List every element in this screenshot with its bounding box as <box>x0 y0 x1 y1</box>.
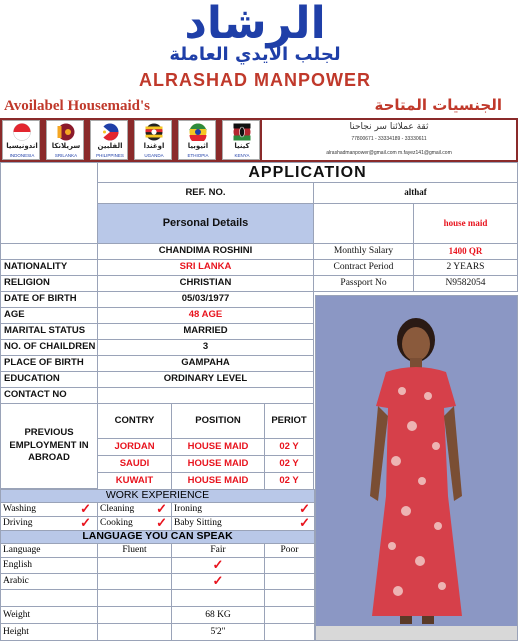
age-label: AGE <box>0 307 98 324</box>
candidate-photo-figure <box>316 296 518 641</box>
flag-label-ar: سريلانكا <box>51 142 81 150</box>
company-header <box>0 0 518 118</box>
check-icon: ✓ <box>212 573 224 589</box>
education-label: EDUCATION <box>0 371 98 388</box>
employment-position: HOUSE MAID <box>171 455 265 473</box>
available-housemaids-title: Avoilabel Housemaid's <box>4 98 150 114</box>
skill-label: Baby Sitting <box>174 518 222 529</box>
check-icon: ✓ <box>212 557 224 573</box>
available-nationalities-title: الجنسيات المتاحة <box>374 96 502 114</box>
children-value: 3 <box>97 339 314 356</box>
contact-banner <box>262 120 516 160</box>
skill-cooking <box>97 516 172 531</box>
flag-label-en: ETHIOPIA <box>187 153 209 158</box>
form-corner-cell <box>0 162 98 244</box>
skill-label: Ironing <box>174 504 202 515</box>
company-name: ALRASHAD MANPOWER <box>139 70 371 90</box>
contact-no-label: CONTACT NO <box>0 387 98 404</box>
nationality-label: NATIONALITY <box>0 259 98 276</box>
flag-label-ar: اندونيسيا <box>6 142 38 150</box>
employment-country: SAUDI <box>97 455 172 473</box>
language-fair-cell <box>171 573 265 590</box>
flag-label-ar: اوغندا <box>143 142 165 150</box>
contract-period-label: Contract Period <box>313 259 414 276</box>
flag-label-en: UGANDA <box>144 153 164 158</box>
blank-cell <box>0 589 98 607</box>
monthly-salary-value: 1400 QR <box>413 243 518 260</box>
lang-header-language: Language <box>0 543 98 558</box>
language-name: Arabic <box>0 573 98 590</box>
skill-baby-sitting <box>171 516 315 531</box>
employment-position: HOUSE MAID <box>171 472 265 490</box>
language-poor-cell <box>264 573 315 590</box>
ref-no-label: REF. NO. <box>97 182 314 204</box>
dob-value: 05/03/1977 <box>97 291 314 308</box>
blank-cell <box>97 606 172 624</box>
language-fair-cell <box>171 557 265 574</box>
employment-header-position: POSITION <box>171 403 265 439</box>
flag-label-en: PHILIPPINES <box>96 153 124 158</box>
passport-label: Passport No <box>313 275 414 292</box>
skill-label: Washing <box>3 504 37 515</box>
religion-value: CHRISTIAN <box>97 275 314 292</box>
work-experience-header: WORK EXPERIENCE <box>0 489 315 503</box>
contract-period-value: 2 YEARS <box>413 259 518 276</box>
check-icon: ✓ <box>80 502 91 517</box>
skill-cleaning <box>97 502 172 517</box>
flag-card-indonesia <box>2 120 40 160</box>
check-icon: ✓ <box>299 516 310 531</box>
dob-label: DATE OF BIRTH <box>0 291 98 308</box>
employment-country: JORDAN <box>97 438 172 456</box>
lang-header-fluent: Fluent <box>97 543 172 558</box>
language-fluent-cell <box>97 573 172 590</box>
flag-card-ethiopia <box>178 120 216 160</box>
contact-no-value <box>97 387 314 404</box>
phone-numbers: 77800671 - 33334189 - 33330611 <box>351 136 427 142</box>
company-tagline-arabic: لجلب الايدي العاملة <box>169 44 341 65</box>
employment-period: 02 Y <box>264 472 314 490</box>
company-logo-arabic: الرشاد <box>184 0 326 49</box>
application-form <box>0 162 518 641</box>
blank-cell <box>97 589 172 607</box>
flag-card-srilanka <box>46 120 84 160</box>
check-icon: ✓ <box>156 502 167 517</box>
skill-label: Cleaning <box>100 504 135 515</box>
languages-header: LANGUAGE YOU CAN SPEAK <box>0 530 315 544</box>
flag-label-ar: الفلبين <box>97 142 123 150</box>
personal-details-header: Personal Details <box>97 203 314 244</box>
form-title: APPLICATION <box>97 162 518 183</box>
kenya-flag-icon <box>228 123 256 141</box>
philippines-flag-icon <box>96 123 124 141</box>
blank-cell <box>264 606 315 624</box>
marital-status-value: MARRIED <box>97 323 314 340</box>
candidate-name: CHANDIMA ROSHINI <box>97 243 314 260</box>
children-label: NO. OF CHAILDREN <box>0 339 98 356</box>
flag-label-ar: كينيا <box>234 142 250 150</box>
employment-position: HOUSE MAID <box>171 438 265 456</box>
nationality-value: SRI LANKA <box>97 259 314 276</box>
lang-header-fair: Fair <box>171 543 265 558</box>
promo-slogan: ثقة عملائنا سر نجاحنا <box>349 122 429 132</box>
flag-card-philippines <box>90 120 128 160</box>
marital-status-label: MARITAL STATUS <box>0 323 98 340</box>
employment-country: KUWAIT <box>97 472 172 490</box>
skill-ironing <box>171 502 315 517</box>
position-blank-cell <box>313 203 414 244</box>
weight-value: 68 KG <box>171 606 265 624</box>
flag-label-en: SRILANKA <box>54 153 78 158</box>
flag-card-uganda <box>134 120 172 160</box>
position-value: house maid <box>413 203 518 244</box>
nationality-flags-strip <box>0 118 518 162</box>
passport-value: N9582054 <box>413 275 518 292</box>
employment-header-country: CONTRY <box>97 403 172 439</box>
language-name: English <box>0 557 98 574</box>
language-poor-cell <box>264 557 315 574</box>
check-icon: ✓ <box>299 502 310 517</box>
place-of-birth-value: GAMPAHA <box>97 355 314 372</box>
uganda-flag-icon <box>140 123 168 141</box>
blank-cell <box>264 589 315 607</box>
weight-label: Weight <box>0 606 98 624</box>
age-value: 48 AGE <box>97 307 314 324</box>
previous-employment-label: PREVIOUS EMPLOYMENT IN ABROAD <box>0 403 98 489</box>
check-icon: ✓ <box>156 516 167 531</box>
place-of-birth-label: PLACE OF BIRTH <box>0 355 98 372</box>
candidate-photo <box>315 295 518 641</box>
skill-label: Driving <box>3 518 33 529</box>
employment-period: 02 Y <box>264 455 314 473</box>
blank-cell <box>97 623 172 641</box>
skill-driving <box>0 516 98 531</box>
check-icon: ✓ <box>80 516 91 531</box>
flag-card-kenya <box>222 120 260 160</box>
name-label-cell <box>0 243 98 260</box>
email-addresses: alrashadmanpower@gmail.com m.fayez141@gmail.com <box>326 150 452 156</box>
employment-header-period: PERIOT <box>264 403 314 439</box>
religion-label: RELIGION <box>0 275 98 292</box>
education-value: ORDINARY LEVEL <box>97 371 314 388</box>
ethiopia-flag-icon <box>184 123 212 141</box>
flag-label-en: INDONESIA <box>9 153 35 158</box>
lang-header-poor: Poor <box>264 543 315 558</box>
ref-no-value: althaf <box>313 182 518 204</box>
flag-label-ar: اثيوبيا <box>187 142 209 150</box>
employment-period: 02 Y <box>264 438 314 456</box>
flag-label-en: KENYA <box>234 153 250 158</box>
skill-washing <box>0 502 98 517</box>
skill-label: Cooking <box>100 518 133 529</box>
blank-cell <box>171 589 265 607</box>
height-value: 5'2" <box>171 623 265 641</box>
srilanka-flag-icon <box>52 123 80 141</box>
blank-cell <box>264 623 315 641</box>
monthly-salary-label: Monthly Salary <box>313 243 414 260</box>
language-fluent-cell <box>97 557 172 574</box>
height-label: Height <box>0 623 98 641</box>
indonesia-flag-icon <box>8 123 36 141</box>
